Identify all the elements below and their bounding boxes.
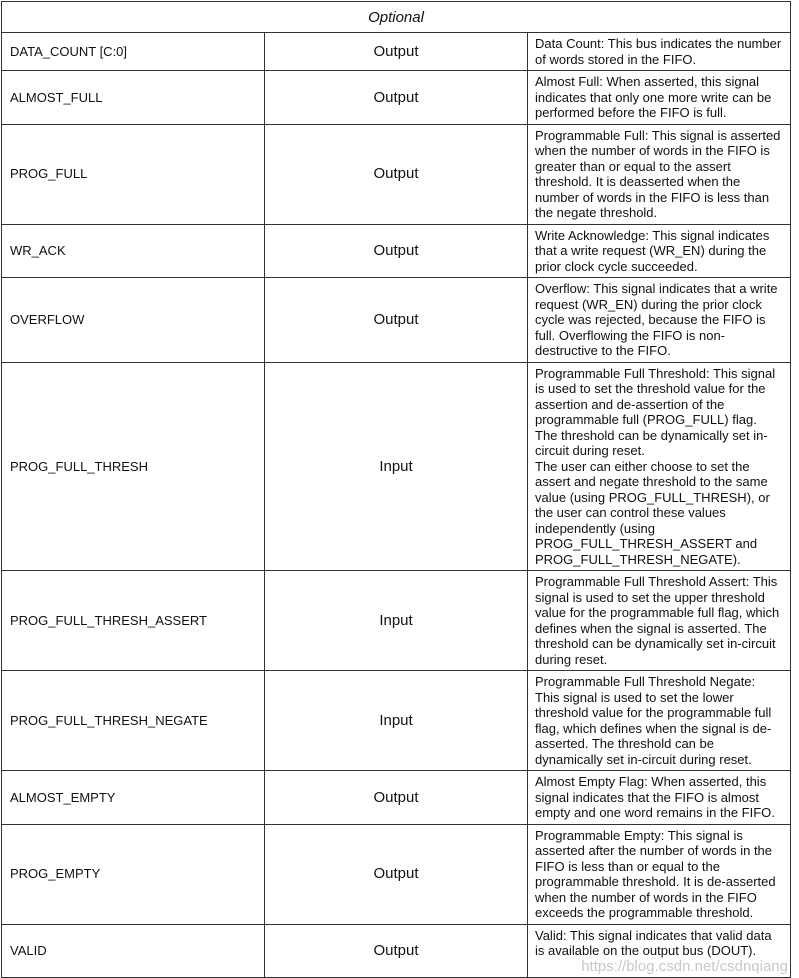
table-row — [2, 71, 791, 125]
signal-description — [528, 362, 791, 571]
signal-direction: Output — [265, 224, 528, 278]
signal-description — [528, 278, 791, 363]
signal-description — [528, 224, 791, 278]
signal-name: PROG_FULL_THRESH — [2, 362, 265, 571]
table-row — [2, 224, 791, 278]
description-text: Almost Full: When asserted, this signal indicates that only one more write can be performed before the FIFO is full. — [535, 74, 772, 120]
signal-name: PROG_EMPTY — [2, 824, 265, 924]
signal-direction: Input — [265, 362, 528, 571]
signal-direction: Output — [265, 278, 528, 363]
description-text: Almost Empty Flag: When asserted, this signal indicates that the FIFO is almost empty and one word remains in the FIFO. — [535, 774, 775, 820]
signal-description — [528, 924, 791, 978]
signal-name: DATA_COUNT [C:0] — [2, 33, 265, 71]
signal-direction: Input — [265, 671, 528, 771]
description-text: Programmable Full: This signal is asserted when the number of words in the FIFO is greater than or equal to the assert threshold. It is deasserted when the number of words in the FIFO is less than the negate threshold. — [535, 127, 781, 220]
table-row — [2, 824, 791, 924]
signal-name: ALMOST_EMPTY — [2, 771, 265, 825]
signal-description — [528, 671, 791, 771]
table-row — [2, 771, 791, 825]
table-row — [2, 124, 791, 224]
signal-table — [1, 1, 791, 978]
signal-direction: Output — [265, 924, 528, 978]
signal-description — [528, 571, 791, 671]
signal-direction: Output — [265, 124, 528, 224]
description-text: Overflow: This signal indicates that a write request (WR_EN) during the prior clock cycle was rejected, because the FIFO is full. Overflowing the FIFO is non-destructive to the FIFO. — [535, 281, 778, 358]
description-text: Programmable Full Threshold Negate: This signal is used to set the lower threshold value for the programmable full flag, which defines when the signal is de-asserted. The threshold can be dynamically set in-circuit during reset. — [535, 674, 772, 767]
signal-direction: Output — [265, 33, 528, 71]
table-row — [2, 671, 791, 771]
signal-name: VALID — [2, 924, 265, 978]
signal-direction: Output — [265, 71, 528, 125]
watermark: https://blog.csdn.net/csdnqiang — [581, 957, 788, 975]
description-text: Programmable Full Threshold Assert: This signal is used to set the upper threshold value for the programmable full flag, which defines when the signal is asserted. The threshold can be dynamically set in-circuit during reset. — [535, 574, 780, 667]
signal-description — [528, 771, 791, 825]
signal-name: PROG_FULL_THRESH_ASSERT — [2, 571, 265, 671]
signal-description — [528, 71, 791, 125]
signal-name: PROG_FULL — [2, 124, 265, 224]
description-text: Programmable Empty: This signal is asserted after the number of words in the FIFO is less than or equal to the programmable threshold. It is de-asserted when the number of words in the FIFO exceeds the programmable threshold. — [535, 827, 776, 920]
signal-direction: Output — [265, 824, 528, 924]
description-text: Programmable Full Threshold: This signal is used to set the threshold value for the assertion and de-assertion of the programmable full (PROG_FULL) flag. The threshold can be dynamically set in-circuit during reset. — [535, 365, 776, 458]
signal-description — [528, 33, 791, 71]
table-row — [2, 278, 791, 363]
table-row — [2, 924, 791, 978]
description-text: Data Count: This bus indicates the number of words stored in the FIFO. — [535, 36, 782, 67]
description-text: Valid: This signal indicates that valid data is available on the output bus (DOUT). — [535, 927, 772, 958]
signal-direction: Output — [265, 771, 528, 825]
signal-name: ALMOST_FULL — [2, 71, 265, 125]
table-row — [2, 571, 791, 671]
description-text: Write Acknowledge: This signal indicates that a write request (WR_EN) during the prior clock cycle succeeded. — [535, 227, 770, 274]
table-row — [2, 33, 791, 71]
signal-description — [528, 124, 791, 224]
signal-direction: Input — [265, 571, 528, 671]
signal-description — [528, 824, 791, 924]
table-row — [2, 362, 791, 571]
description-text-2: The user can either choose to set the assert and negate threshold to the same value (using PROG_FULL_THRESH), or the user can control these values independently (using PROG_FULL_THRESH_ASSERT and PROG_FULL_THRESH_NEGATE). — [535, 458, 770, 567]
signal-name: WR_ACK — [2, 224, 265, 278]
signal-name: PROG_FULL_THRESH_NEGATE — [2, 671, 265, 771]
table-header: Optional — [2, 2, 791, 33]
signal-name: OVERFLOW — [2, 278, 265, 363]
